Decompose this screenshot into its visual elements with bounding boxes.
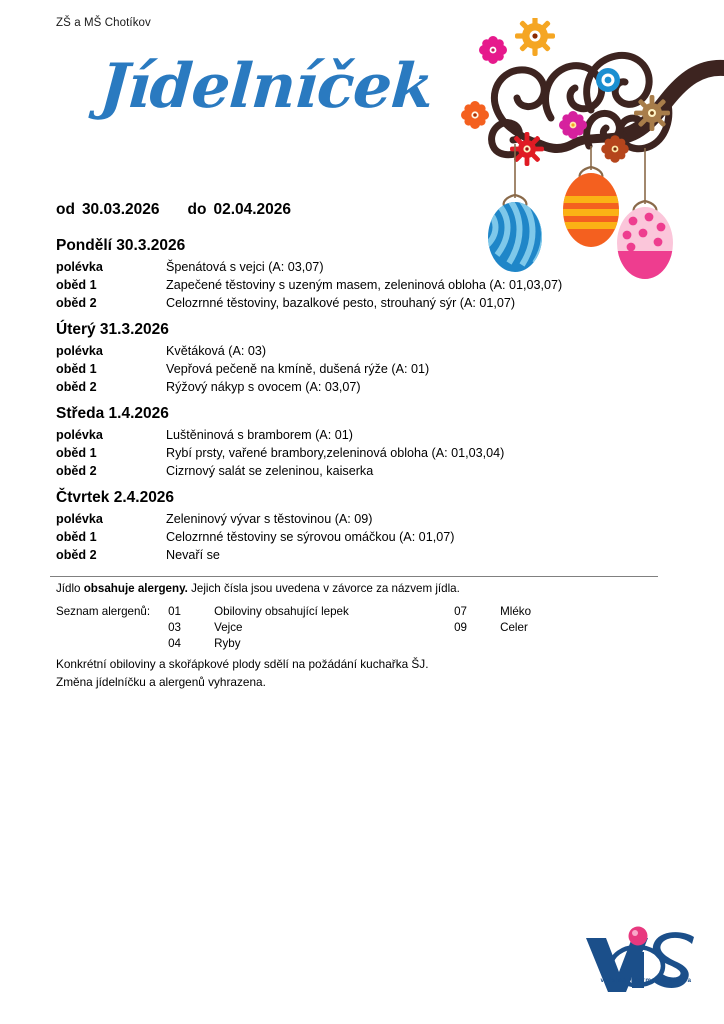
allergen-code: 03 <box>168 621 182 634</box>
allergen-note-emphasis: obsahuje alergeny. <box>83 582 188 595</box>
allergen-code: 01 <box>168 605 182 618</box>
dish-text: Rýžový nákyp s ovocem (A: 03,07) <box>166 380 361 395</box>
dish-text: Zeleninový vývar s těstovinou (A: 09) <box>166 512 373 527</box>
course-label: oběd 1 <box>56 362 97 377</box>
menu-row <box>56 361 672 379</box>
dish-text: Cizrnový salát se zeleninou, kaiserka <box>166 464 374 479</box>
school-name: ZŠ a MŠ Chotíkov <box>56 17 151 29</box>
dish-text: Květáková (A: 03) <box>166 344 267 359</box>
footer-divider <box>50 576 658 577</box>
day-heading: Úterý 31.3.2026 <box>56 321 169 338</box>
menu-days <box>56 236 672 572</box>
course-label: oběd 2 <box>56 464 97 479</box>
allergen-name: Obiloviny obsahující lepek <box>214 605 349 618</box>
allergen-list <box>56 605 531 653</box>
menu-row <box>56 511 672 529</box>
course-label: oběd 2 <box>56 296 97 311</box>
allergen-name: Mléko <box>500 605 532 618</box>
menu-row <box>56 427 672 445</box>
menu-row <box>56 463 672 481</box>
course-label: polévka <box>56 428 103 443</box>
menu-row <box>56 445 672 463</box>
dish-text: Luštěninová s bramborem (A: 01) <box>166 428 353 443</box>
day-heading: Středa 1.4.2026 <box>56 405 169 422</box>
allergen-spacer <box>454 637 500 653</box>
range-to-label: do <box>187 201 207 218</box>
course-label: oběd 1 <box>56 530 97 545</box>
course-label: polévka <box>56 344 103 359</box>
range-to-date: 02.04.2026 <box>213 201 292 218</box>
range-from-date: 30.03.2026 <box>81 201 160 218</box>
allergen-name: Vejce <box>214 621 243 634</box>
menu-row <box>56 295 672 313</box>
note-line: Konkrétní obiloviny a skořápkové plody sdělí na požádání kuchařka ŠJ. <box>56 657 429 671</box>
day-block <box>56 404 672 481</box>
allergen-note-prefix: Jídlo <box>56 582 84 595</box>
menu-row <box>56 379 672 397</box>
course-label: oběd 2 <box>56 380 97 395</box>
note-line: Změna jídelníčku a alergenů vyhrazena. <box>56 675 266 690</box>
orange-striped-egg <box>559 167 623 247</box>
menu-row <box>56 529 672 547</box>
allergen-note-suffix: Jejich čísla jsou uvedena v závorce za názvem jídla. <box>187 582 460 595</box>
dish-text: Nevaří se <box>166 548 220 563</box>
day-block <box>56 236 672 313</box>
dish-text: Celozrnné těstoviny, bazalkové pesto, strouhaný sýr (A: 01,07) <box>166 296 516 311</box>
allergen-spacer <box>56 621 168 637</box>
allergen-row <box>56 605 531 621</box>
allergen-code: 07 <box>454 605 468 618</box>
page-title: Jídelníček <box>97 51 435 122</box>
dish-text: Rybí prsty, vařené brambory,zeleninová obloha (A: 01,03,04) <box>166 446 505 461</box>
menu-row <box>56 277 672 295</box>
allergen-name: Celer <box>500 621 528 634</box>
day-block <box>56 320 672 397</box>
day-block <box>56 488 672 565</box>
allergen-code: 09 <box>454 621 468 634</box>
vis-tagline: veřejná informační služba <box>600 977 692 984</box>
flower-group <box>461 18 670 166</box>
allergen-row <box>56 637 531 653</box>
dish-text: Vepřová pečeně na kmíně, dušená rýže (A: 01) <box>166 362 430 377</box>
dish-text: Špenátová s vejci (A: 03,07) <box>166 260 324 275</box>
dish-text: Celozrnné těstoviny se sýrovou omáčkou (A: 01,07) <box>166 530 455 545</box>
menu-row <box>56 259 672 277</box>
course-label: oběd 1 <box>56 278 97 293</box>
menu-row <box>56 547 672 565</box>
course-label: polévka <box>56 512 103 527</box>
range-from-label: od <box>56 201 75 218</box>
allergen-spacer <box>500 637 531 653</box>
course-label: polévka <box>56 260 103 275</box>
allergen-list-caption: Seznam alergenů: <box>56 605 151 618</box>
date-range <box>56 201 291 219</box>
day-heading: Čtvrtek 2.4.2026 <box>56 489 175 506</box>
dish-text: Zapečené těstoviny s uzeným masem, zeleninová obloha (A: 01,03,07) <box>166 278 563 293</box>
allergen-code: 04 <box>168 637 182 650</box>
allergen-note <box>56 582 460 595</box>
day-heading: Pondělí 30.3.2026 <box>56 237 186 254</box>
course-label: oběd 2 <box>56 548 97 563</box>
allergen-row <box>56 621 531 637</box>
course-label: oběd 1 <box>56 446 97 461</box>
allergen-name: Ryby <box>214 637 241 650</box>
menu-row <box>56 343 672 361</box>
footer-notes <box>56 655 428 692</box>
allergen-spacer <box>56 637 168 653</box>
